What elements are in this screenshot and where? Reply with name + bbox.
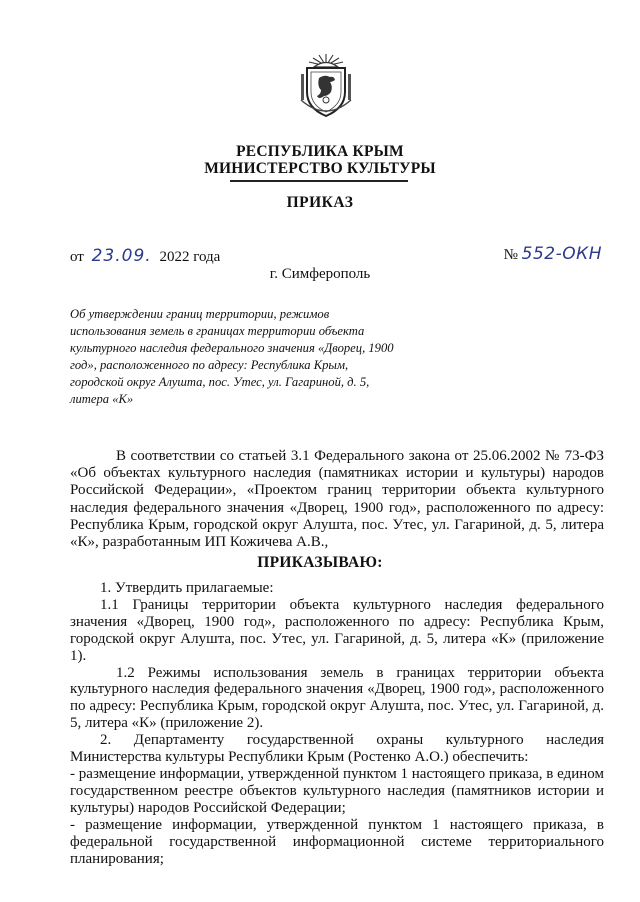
item-1-1: 1.1 Границы территории объекта культурного наследия федерального значения «Дворец, 1900 год», расположенного по адресу: Республика Крым, городской округ Алушта, пос. Утес, ул. Гагариной, д. 5, литера «К» (приложение 1). [70,596,604,664]
item-2-bullet-1: - размещение информации, утвержденной пунктом 1 настоящего приказа, в едином государственном реестре объектов культурного наследия (памятников истории и культуры) народов Российской Федерации; [70,765,604,816]
city-line: г. Симферополь [269,266,371,282]
number-handwritten: 552-ОКН [521,244,602,264]
date-suffix: 2022 года [159,249,221,265]
ministry-heading: МИНИСТЕРСТВО КУЛЬТУРЫ [204,160,436,177]
date-handwritten: 23.09. [91,246,152,266]
order-subject: Об утверждении границ территории, режимов использования земель в границах территории объекта культурного наследия федерального значения «Дворец, 1900 год», расположенного по адресу: Республика Крым, городской округ Алушта, пос. Утес, ул. Гагариной, д. 5, литера «К» [70,307,394,406]
number-prefix: № [503,247,518,263]
preamble-block [70,448,604,551]
item-2-bullet-2: - размещение информации, утвержденной пунктом 1 настоящего приказа, в федеральной государственной информационной системе территориального планирования; [70,816,604,867]
item-2: 2. Департаменту государственной охраны культурного наследия Министерства культуры Республики Крым (Ростенко А.О.) обеспечить: [70,732,604,766]
item-1-2: 1.2 Режимы использования земель в границах территории объекта культурного наследия федерального значения «Дворец, 1900 год», расположенного по адресу: Республика Крым, городской округ Алушта, пос. Утес, ул. Гагариной, д. 5, литера «К» (приложение 2). [70,664,604,732]
preamble-paragraph: В соответствии со статьей 3.1 Федерального закона от 25.06.2002 № 73-ФЗ «Об объектах культурного наследия (памятниках истории и культуры) народов Российской Федерации», «Проектом границ территории объекта культурного наследия федерального значения «Дворец, 1900 год», расположенного по адресу: Республика Крым, городской округ Алушта, пос. Утес, ул. Гагариной, д. 5, литера «К», разработанным ИП Кожичева А.В., [70,448,604,551]
date-prefix: от [70,249,84,265]
order-directive-heading: ПРИКАЗЫВАЮ: [257,554,383,571]
republic-heading: РЕСПУБЛИКА КРЫМ [236,143,404,160]
heading-divider [230,180,408,182]
item-1: 1. Утвердить прилагаемые: [100,580,274,596]
coat-of-arms-icon [297,52,355,120]
order-number [504,244,602,264]
order-items [70,580,604,867]
order-date [70,246,220,266]
document-type-title: ПРИКАЗ [286,194,354,211]
